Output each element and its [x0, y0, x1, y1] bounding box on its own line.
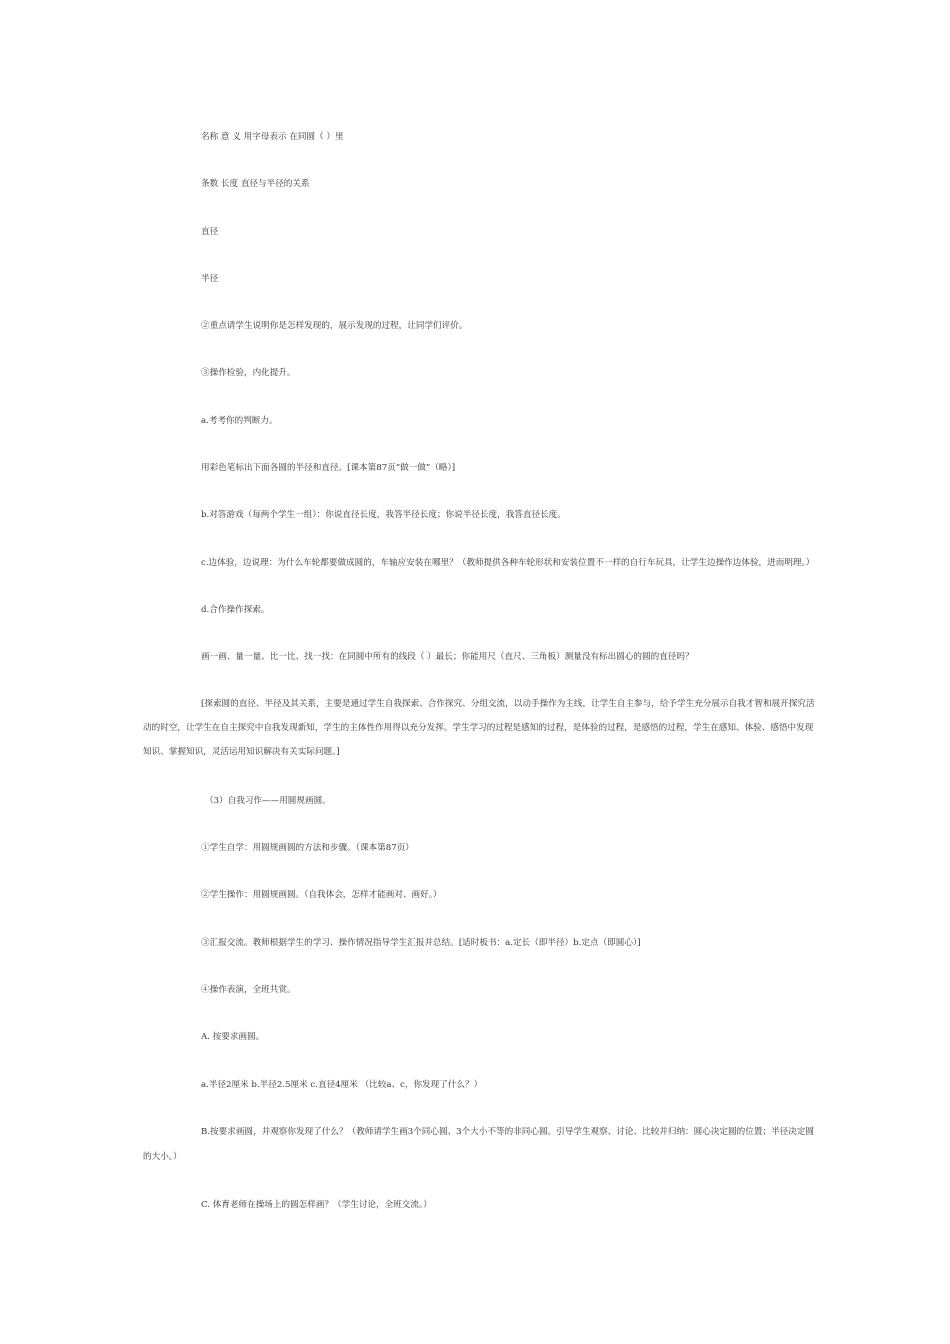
- paragraph-item-a: a.考考你的判断力。: [201, 416, 278, 426]
- paragraph-operate: ②学生操作：用圆规画圆。（自我体会，怎样才能画对、画好。）: [201, 890, 442, 900]
- paragraph-item-d: d.合作操作探索。: [201, 605, 270, 615]
- paragraph-note-line-3: 知识、掌握知识，灵活运用知识解决有关实际问题。]: [143, 747, 340, 757]
- paragraph-item-C: C. 体育老师在操场上的圆怎样画？（学生讨论，全班交流。）: [201, 1200, 432, 1210]
- table-row-radius: 半径: [201, 274, 219, 284]
- paragraph-note-line-1: [探索圆的直径、半径及其关系，主要是通过学生自我探索、合作探究、分组交流，以动手操作为主线，让学生自主参与，给予学生充分展示自我才智和展开探究活: [201, 699, 815, 709]
- paragraph-draw-measure: 画一画、量一量、比一比、找一找：在同圆中所有的线段（ ）最长；你能用尺（直尺、三角板）测量没有标出圆心的圆的直径吗？: [201, 652, 694, 662]
- paragraph-item-B-line-2: 的大小。）: [143, 1152, 182, 1162]
- paragraph-self-study: ①学生自学：用圆规画圆的方法和步骤。（课本第87页）: [201, 843, 414, 853]
- paragraph-item-A: A. 按要求画圆。: [201, 1032, 265, 1042]
- paragraph-item-B-line-1: B.按要求画圆，并观察你发现了什么？（教师请学生画3个同心圆、3个大小不等的非同心圆。引导学生观察、讨论、比较并归纳：圆心决定圆的位置；半径决定圆: [201, 1127, 814, 1137]
- table-row-diameter: 直径: [201, 227, 219, 237]
- paragraph-radius-list: a.半径2厘米 b.半径2.5厘米 c.直径4厘米 （比较a、c，你发现了什么？）: [201, 1080, 483, 1090]
- paragraph-step-3: ③操作检验，内化提升。: [201, 368, 296, 378]
- section-heading-3: （3）自我习作——用圆规画圆。: [205, 796, 331, 806]
- paragraph-item-b: b.对答游戏（每两个学生一组）：你说直径长度，我答半径长度；你说半径长度，我答直径长度。: [201, 510, 566, 520]
- paragraph-item-c: c.边体验，边说理：为什么车轮都要做成圆的，车轴应安装在哪里？（教师提供各种车轮形状和安装位置不一样的自行车玩具，让学生边操作边体验，进而明理。）: [201, 558, 815, 568]
- table-header-row-2: 条数 长度 直径与半径的关系: [201, 179, 310, 189]
- paragraph-color-pen: 用彩色笔标出下面各圆的半径和直径。[课本第87页“做一做”（略）]: [201, 463, 456, 473]
- table-header-row-1: 名称 意 义 用字母表示 在同圆（ ）里: [201, 132, 344, 142]
- paragraph-note-line-2: 动的时空，让学生在自主探究中自我发现新知，学生的主体性作用得以充分发挥。学生学习的过程是感知的过程，是体验的过程，是感悟的过程，学生在感知、体验、感悟中发现: [143, 723, 814, 733]
- paragraph-perform: ④操作表演，全班共赏。: [201, 985, 296, 995]
- paragraph-report: ③汇报交流。教师根据学生的学习、操作情况指导学生汇报并总结。[适时板书：a.定长（即半径）b.定点（即圆心）]: [201, 938, 641, 948]
- paragraph-step-2: ②重点请学生说明你是怎样发现的，展示发现的过程，让同学们评价。: [201, 321, 468, 331]
